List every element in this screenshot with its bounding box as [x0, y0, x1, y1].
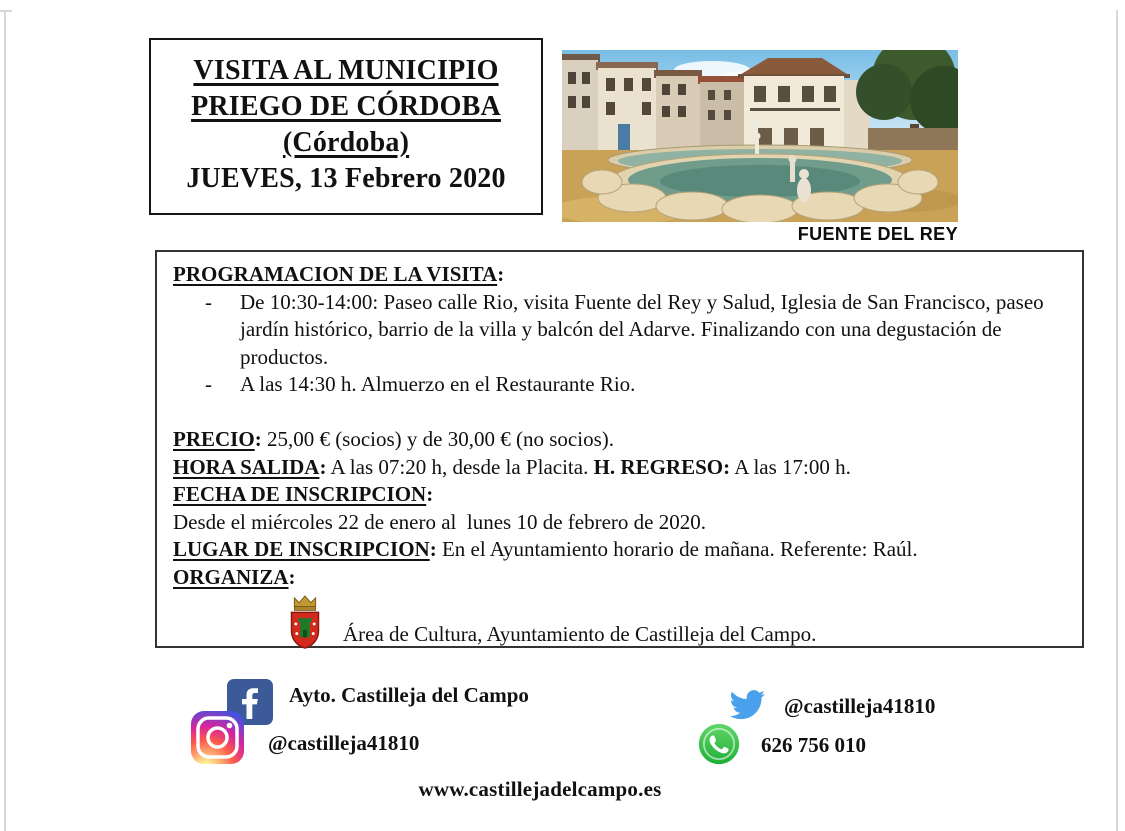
title-line-2: PRIEGO DE CÓRDOBA — [191, 91, 501, 122]
organiza-row — [173, 594, 1066, 650]
organiza-label: ORGANIZA — [173, 564, 289, 589]
program-bullet-1: - De 10:30-14:00: Paseo calle Rio, visita Fuente del Rey y Salud, Iglesia de San Francisco, paseo jardín histórico, barrio de la villa y balcón del Adarve. Finalizando con una degustación de productos. — [205, 289, 1044, 369]
hora-salida-label: HORA SALIDA — [173, 454, 320, 479]
photo-illustration — [562, 50, 958, 222]
program-bullet-2: - A las 14:30 h. Almuerzo en el Restaurante Rio. — [173, 371, 1066, 399]
coat-of-arms-icon — [285, 594, 325, 650]
bullet-dash: - — [205, 289, 212, 314]
facebook-page-name[interactable]: Ayto. Castilleja del Campo — [289, 683, 529, 707]
page-edge-corner — [0, 10, 12, 12]
fecha-body-line: Desde el miércoles 22 de enero al lunes 10 de febrero de 2020. — [173, 509, 706, 534]
fecha-label: FECHA DE INSCRIPCION — [173, 482, 427, 506]
photo-caption: FUENTE DEL REY — [797, 224, 958, 244]
lugar-label: LUGAR DE INSCRIPCION — [173, 537, 430, 561]
event-photo — [562, 50, 958, 222]
page-edge-left — [4, 10, 6, 831]
title-line-4: JUEVES, 13 Febrero 2020 — [186, 163, 506, 194]
organiza-line: ORGANIZA: — [173, 564, 296, 589]
title-line-1: VISITA AL MUNICIPIO — [193, 55, 499, 86]
program-heading: PROGRAMACION DE LA VISITA: — [173, 262, 505, 286]
organiza-text: Área de Cultura, Ayuntamiento de Castilleja del Campo. — [343, 621, 817, 646]
title-line-3: (Córdoba) — [282, 127, 410, 158]
hora-salida-line: HORA SALIDA: A las 07:20 h, desde la Placita. H. REGRESO: A las 17:00 h. — [173, 454, 851, 479]
fecha-inscripcion-line: FECHA DE INSCRIPCION: — [173, 482, 434, 506]
program-box — [155, 250, 1084, 648]
precio-line: PRECIO: 25,00 € (socios) y de 30,00 € (no socios). — [173, 427, 614, 451]
title-box — [149, 38, 543, 215]
website-url[interactable]: www.castillejadelcampo.es — [418, 777, 662, 801]
whatsapp-icon[interactable] — [697, 722, 741, 766]
page-edge-right — [1116, 10, 1118, 831]
lugar-inscripcion-line: LUGAR DE INSCRIPCION: En el Ayuntamiento horario de mañana. Referente: Raúl. — [173, 537, 918, 561]
blank-line — [173, 399, 1066, 427]
instagram-icon[interactable] — [191, 711, 244, 764]
bullet-dash: - — [205, 372, 212, 396]
twitter-handle[interactable]: @castilleja41810 — [784, 694, 936, 718]
regreso-label: H. REGRESO: — [593, 454, 731, 479]
whatsapp-number[interactable]: 626 756 010 — [761, 733, 866, 757]
precio-label: PRECIO — [173, 427, 255, 451]
instagram-handle[interactable]: @castilleja41810 — [268, 731, 420, 755]
twitter-icon[interactable] — [728, 690, 766, 722]
